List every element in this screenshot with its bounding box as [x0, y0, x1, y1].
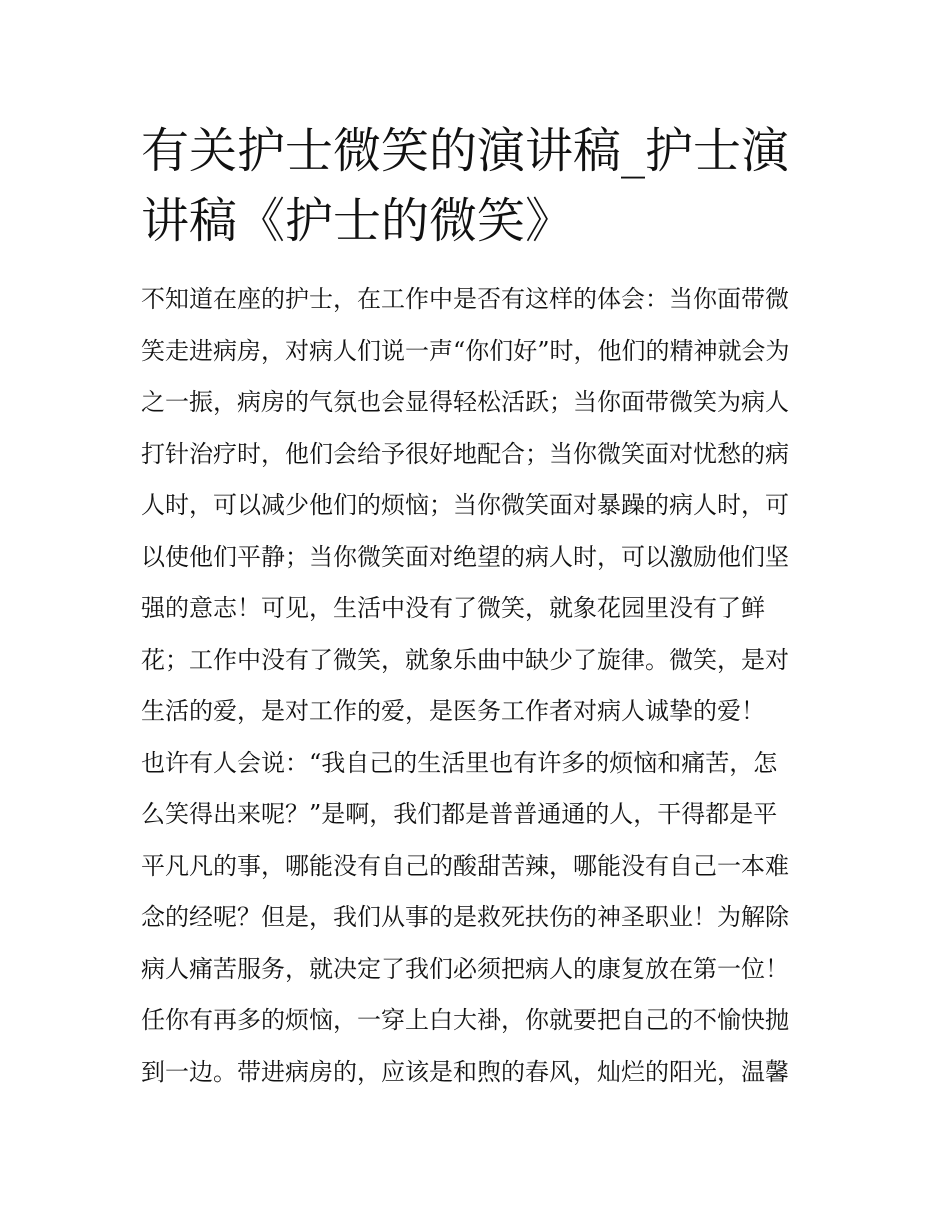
- body-line: 之一振，病房的气氛也会显得轻松活跃；当你面带微笑为病人: [141, 388, 789, 416]
- body-line: 以使他们平静；当你微笑面对绝望的病人时，可以激励他们坚: [141, 542, 789, 571]
- body-line: 花；工作中没有了微笑，就象乐曲中缺少了旋律。微笑，是对: [141, 645, 789, 674]
- body-line: 念的经呢？但是，我们从事的是救死扶伤的神圣职业！为解除: [141, 903, 789, 931]
- document-title: [141, 116, 816, 256]
- title-line-1: 有关护士微笑的演讲稿_护士演: [141, 123, 790, 179]
- body-line: 么笑得出来呢？”是啊，我们都是普普通通的人，干得都是平: [141, 800, 778, 828]
- body-line: 病人痛苦服务，就决定了我们必须把病人的康复放在第一位！: [141, 954, 789, 983]
- body-line: 到一边。带进病房的，应该是和煦的春风，灿烂的阳光，温馨: [141, 1057, 789, 1086]
- title-line-2: 讲稿《护士的微笑》: [141, 193, 574, 249]
- body-line: 不知道在座的护士，在工作中是否有这样的体会：当你面带微: [141, 285, 789, 313]
- body-line: 任你有再多的烦恼，一穿上白大褂，你就要把自己的不愉快抛: [141, 1006, 789, 1034]
- body-line: 平凡凡的事，哪能没有自己的酸甜苦辣，哪能没有自己一本难: [141, 851, 789, 880]
- body-line: 强的意志！可见，生活中没有了微笑，就象花园里没有了鲜: [141, 594, 765, 622]
- body-line: 打针治疗时，他们会给予很好地配合；当你微笑面对忧愁的病: [141, 439, 789, 468]
- body-line: 人时，可以减少他们的烦恼；当你微笑面对暴躁的病人时，可: [141, 491, 789, 519]
- body-line: 笑走进病房，对病人们说一声“你们好”时，他们的精神就会为: [141, 336, 790, 365]
- document-body: [141, 274, 821, 1098]
- body-line: 生活的爱，是对工作的爱，是医务工作者对病人诚挚的爱！: [141, 697, 765, 725]
- body-line: 也许有人会说：“我自己的生活里也有许多的烦恼和痛苦，怎: [141, 748, 778, 777]
